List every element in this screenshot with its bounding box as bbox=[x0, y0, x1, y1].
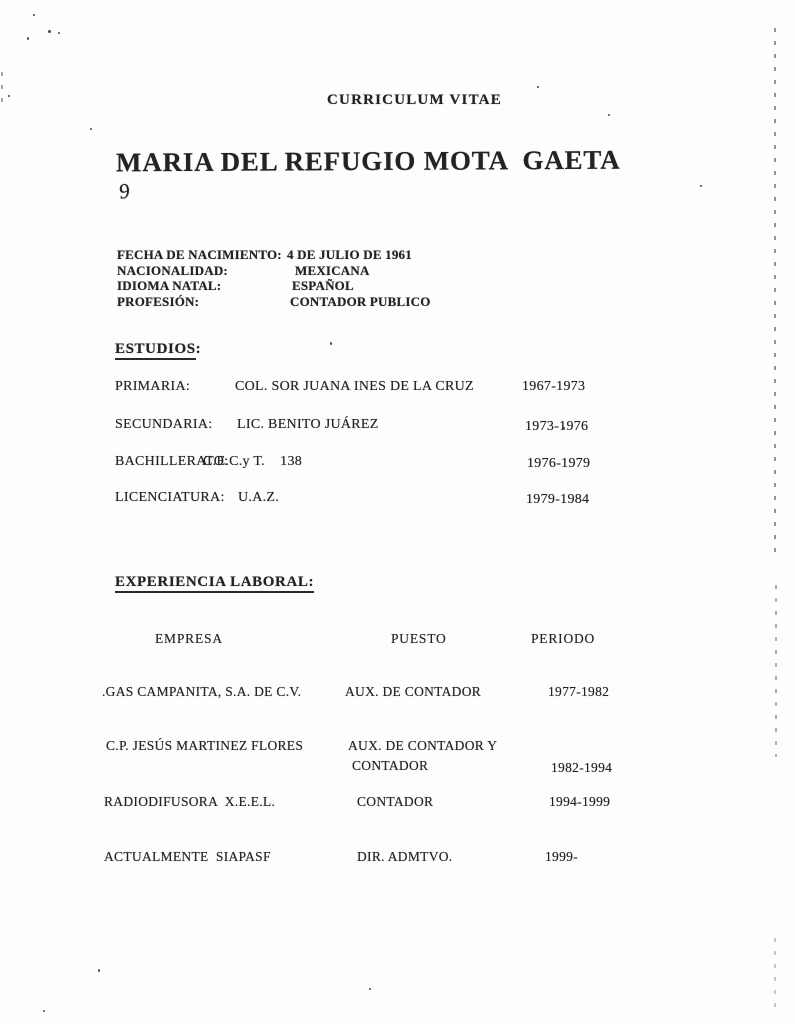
scan-speckle bbox=[43, 1010, 45, 1012]
study-school: C.E.C.y T. 138 bbox=[203, 454, 303, 469]
experience-puesto: DIR. ADMTVO. bbox=[357, 849, 453, 864]
handwritten-mark: 9 bbox=[116, 178, 132, 204]
column-header-puesto: PUESTO bbox=[391, 631, 447, 646]
experience-periodo: 1982-1994 bbox=[551, 760, 613, 775]
study-level: PRIMARIA: bbox=[115, 379, 191, 394]
study-level: SECUNDARIA: bbox=[115, 417, 213, 432]
scan-speckle bbox=[58, 32, 60, 34]
section-heading-experiencia-text: EXPERIENCIA LABORAL: bbox=[115, 574, 314, 593]
scan-edge-artifact-right bbox=[774, 938, 776, 1010]
study-period: 1979-1984 bbox=[526, 492, 590, 507]
column-header-periodo: PERIODO bbox=[531, 631, 596, 646]
scan-speckle bbox=[27, 37, 29, 40]
personal-info-row bbox=[0, 263, 795, 279]
study-period: 1973-1976 bbox=[525, 419, 589, 434]
person-name: MARIA DEL REFUGIO MOTA GAETA bbox=[115, 144, 621, 178]
personal-label: IDIOMA NATAL: bbox=[117, 278, 222, 294]
scan-speckle bbox=[90, 128, 92, 130]
section-heading-estudios bbox=[115, 341, 201, 358]
scan-speckle bbox=[537, 86, 539, 88]
study-period: 1967-1973 bbox=[522, 379, 586, 394]
scan-speckle bbox=[33, 14, 35, 16]
study-level: LICENCIATURA: bbox=[115, 490, 225, 505]
experience-empresa: .GAS CAMPANITA, S.A. DE C.V. bbox=[102, 684, 302, 699]
study-school: U.A.Z. bbox=[238, 490, 280, 505]
experience-empresa: C.P. JESÚS MARTINEZ FLORES bbox=[106, 738, 304, 753]
scan-speckle bbox=[608, 114, 610, 116]
scan-edge-artifact-left bbox=[1, 72, 3, 102]
scan-speckle bbox=[330, 342, 332, 345]
personal-label: PROFESIÓN: bbox=[117, 293, 200, 309]
scan-speckle bbox=[700, 185, 702, 187]
study-school: COL. SOR JUANA INES DE LA CRUZ bbox=[235, 379, 474, 394]
study-period: 1976-1979 bbox=[527, 456, 591, 471]
personal-value: 4 DE JULIO DE 1961 bbox=[287, 247, 412, 262]
experience-puesto: AUX. DE CONTADOR Y bbox=[348, 738, 498, 753]
scan-speckle bbox=[98, 969, 100, 972]
personal-info-block bbox=[0, 247, 795, 309]
scan-edge-artifact-right bbox=[775, 585, 777, 757]
experience-empresa: RADIODIFUSORA X.E.E.L. bbox=[104, 794, 276, 809]
personal-info-row bbox=[0, 247, 795, 263]
scan-speckle bbox=[8, 95, 10, 97]
experience-periodo: 1994-1999 bbox=[549, 794, 611, 809]
experience-empresa: ACTUALMENTE SIAPASF bbox=[104, 849, 271, 864]
personal-label: NACIONALIDAD: bbox=[117, 262, 228, 278]
personal-info-row bbox=[0, 278, 795, 294]
experience-puesto-line2: CONTADOR bbox=[352, 758, 429, 773]
column-header-empresa: EMPRESA bbox=[155, 631, 223, 646]
personal-value: MEXICANA bbox=[295, 262, 370, 278]
section-heading-estudios-colon: : bbox=[195, 341, 202, 357]
personal-value: CONTADOR PUBLICO bbox=[290, 293, 431, 309]
personal-label: FECHA DE NACIMIENTO: bbox=[117, 247, 282, 262]
personal-info-row bbox=[0, 294, 795, 310]
study-school: LIC. BENITO JUÁREZ bbox=[237, 417, 379, 432]
experience-periodo: 1977-1982 bbox=[548, 684, 610, 699]
section-heading-estudios-text: ESTUDIOS bbox=[115, 341, 196, 360]
experience-periodo: 1999- bbox=[545, 849, 578, 864]
scan-speckle bbox=[48, 30, 51, 33]
experience-puesto: CONTADOR bbox=[357, 794, 434, 809]
document-title: CURRICULUM VITAE bbox=[327, 92, 502, 108]
experience-puesto: AUX. DE CONTADOR bbox=[345, 684, 482, 699]
scan-speckle bbox=[369, 988, 371, 990]
personal-value: ESPAÑOL bbox=[292, 278, 354, 294]
section-heading-experiencia bbox=[115, 574, 314, 591]
study-level: BACHILLERATO: bbox=[115, 454, 229, 469]
